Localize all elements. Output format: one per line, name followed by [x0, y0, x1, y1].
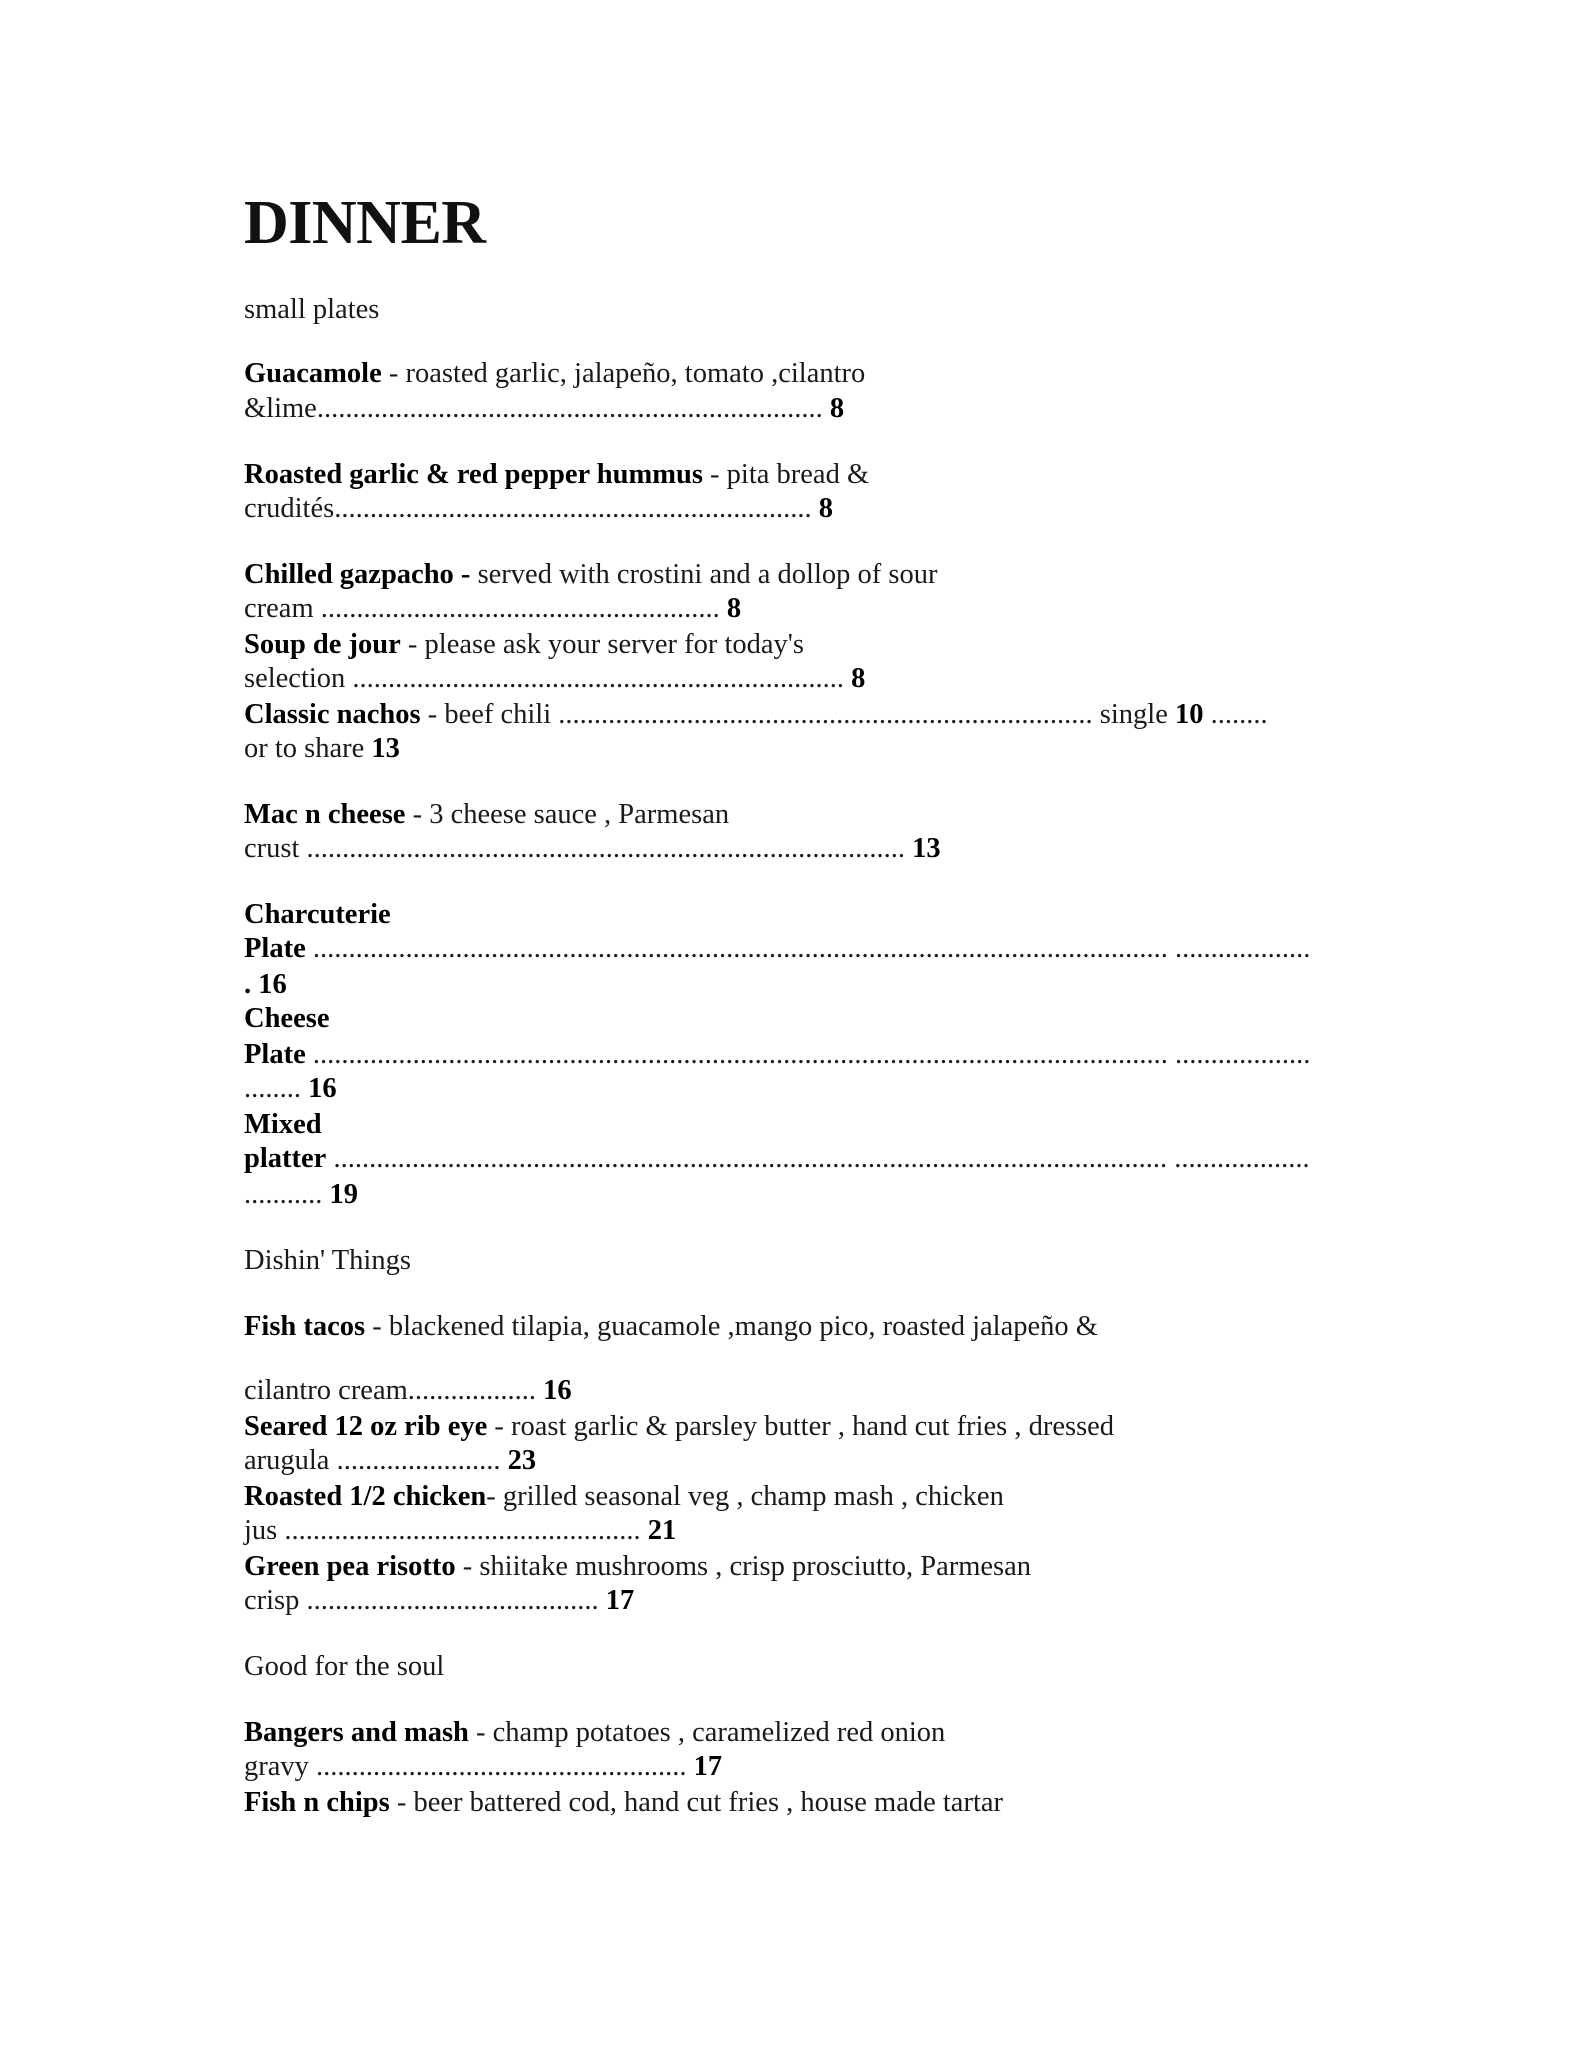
bold-text: Chilled gazpacho - [244, 559, 471, 590]
menu-line [244, 1785, 1003, 1821]
menu-line [244, 931, 1310, 967]
regular-text: ........ [244, 1073, 309, 1104]
regular-text: - roast garlic & parsley butter , hand cut fries , dressed [487, 1411, 1115, 1442]
regular-text: arugula ....................... [244, 1445, 508, 1476]
menu-line [244, 557, 937, 593]
menu-line [244, 1037, 1310, 1073]
bold-text: Seared 12 oz rib eye [244, 1411, 488, 1442]
menu-line [244, 591, 741, 627]
menu-line [244, 1309, 1098, 1345]
menu-line [244, 967, 287, 1003]
bold-text: Bangers and mash [244, 1717, 469, 1748]
bold-text: 16 [308, 1073, 337, 1104]
bold-text: Roasted 1/2 chicken [244, 1481, 487, 1512]
regular-text: ........... [244, 1179, 330, 1210]
regular-text: cream ........................................................ [244, 593, 727, 624]
bold-text: 21 [647, 1515, 677, 1546]
bold-text: Plate [244, 933, 306, 964]
menu-line [244, 1715, 945, 1751]
regular-text: - 3 cheese sauce , Parmesan [405, 799, 730, 830]
menu-line [244, 797, 729, 833]
menu-line [244, 292, 379, 328]
menu-line [244, 1373, 572, 1409]
bold-text: Classic nachos [244, 699, 421, 730]
menu-line [244, 1409, 1114, 1445]
regular-text: ........................................................................................................................ ................... [305, 933, 1311, 964]
regular-text: Good for the soul [244, 1651, 445, 1682]
regular-text: - roasted garlic, jalapeño, tomato ,cilantro [381, 358, 866, 389]
menu-line [244, 1107, 322, 1143]
bold-text: 8 [726, 593, 742, 624]
menu-line [244, 1443, 536, 1479]
bold-text: Plate [244, 1039, 306, 1070]
menu-line [244, 1549, 1031, 1585]
bold-text: 17 [605, 1585, 635, 1616]
regular-text: - beef chili ........................................................................... single [420, 699, 1175, 730]
menu-line [244, 1583, 634, 1619]
menu-line [244, 457, 869, 493]
regular-text: selection ..................................................................... [244, 663, 852, 694]
menu-line [244, 1177, 358, 1213]
bold-text: Guacamole [244, 358, 382, 389]
regular-text: - shiitake mushrooms , crisp prosciutto, Parmesan [455, 1551, 1032, 1582]
bold-text: Green pea risotto [244, 1551, 456, 1582]
regular-text: crudités................................................................... [244, 493, 819, 524]
regular-text: jus .................................................. [244, 1515, 648, 1546]
menu-line [244, 391, 844, 427]
bold-text: 16 [543, 1375, 572, 1406]
bold-text: 8 [851, 663, 866, 694]
menu-title: DINNER [244, 189, 486, 257]
bold-text: 13 [371, 733, 400, 764]
menu-line [244, 831, 941, 867]
menu-line [244, 1141, 1310, 1177]
regular-text: ........ [1203, 699, 1268, 730]
regular-text: ........................................................................................................................ ................... [305, 1039, 1311, 1070]
regular-text: crisp ......................................... [244, 1585, 606, 1616]
menu-line [244, 1513, 676, 1549]
regular-text: served with crostini and a dollop of sour [470, 559, 938, 590]
menu-line [244, 1243, 411, 1279]
bold-text: 19 [329, 1179, 358, 1210]
regular-text: crust .................................................................................... [244, 833, 913, 864]
bold-text: Mac n cheese [244, 799, 406, 830]
regular-text: - grilled seasonal veg , champ mash , chicken [486, 1481, 1004, 1512]
regular-text: - please ask your server for today's [400, 629, 804, 660]
bold-text: 8 [829, 393, 845, 424]
menu-line [244, 1649, 444, 1685]
bold-text: . 16 [244, 969, 287, 1000]
menu-line [244, 1479, 1004, 1515]
bold-text: Charcuterie [244, 899, 391, 930]
menu-line [244, 356, 865, 392]
regular-text: or to share [244, 733, 372, 764]
regular-text: - champ potatoes , caramelized red onion [468, 1717, 946, 1748]
bold-text: Fish tacos [244, 1311, 366, 1342]
bold-text: 23 [507, 1445, 537, 1476]
bold-text: 10 [1174, 699, 1204, 730]
regular-text: gravy .................................................... [244, 1751, 694, 1782]
menu-line [244, 897, 391, 933]
bold-text: 8 [818, 493, 833, 524]
menu-line [244, 1071, 337, 1107]
regular-text: - pita bread & [702, 459, 870, 490]
menu-line [244, 627, 804, 663]
bold-text: Soup de jour [244, 629, 401, 660]
menu-line [244, 731, 400, 767]
regular-text: - blackened tilapia, guacamole ,mango pico, roasted jalapeño & [365, 1311, 1098, 1342]
bold-text: Roasted garlic & red pepper hummus [244, 459, 703, 490]
menu-line [244, 661, 865, 697]
regular-text: Dishin' Things [244, 1245, 411, 1276]
menu-line [244, 697, 1268, 733]
bold-text: Cheese [244, 1003, 330, 1034]
menu-line [244, 1001, 329, 1037]
bold-text: platter [244, 1143, 327, 1174]
regular-text: cilantro cream.................. [244, 1375, 544, 1406]
regular-text: - beer battered cod, hand cut fries , house made tartar [389, 1787, 1003, 1818]
regular-text: &lime....................................................................... [244, 393, 830, 424]
bold-text: Fish n chips [244, 1787, 390, 1818]
bold-text: Mixed [244, 1109, 322, 1140]
regular-text: ..................................................................................................................... ................... [326, 1143, 1310, 1174]
menu-line [244, 1749, 722, 1785]
menu-line [244, 491, 833, 527]
bold-text: 13 [912, 833, 941, 864]
bold-text: 17 [693, 1751, 723, 1782]
regular-text: small plates [244, 294, 380, 325]
